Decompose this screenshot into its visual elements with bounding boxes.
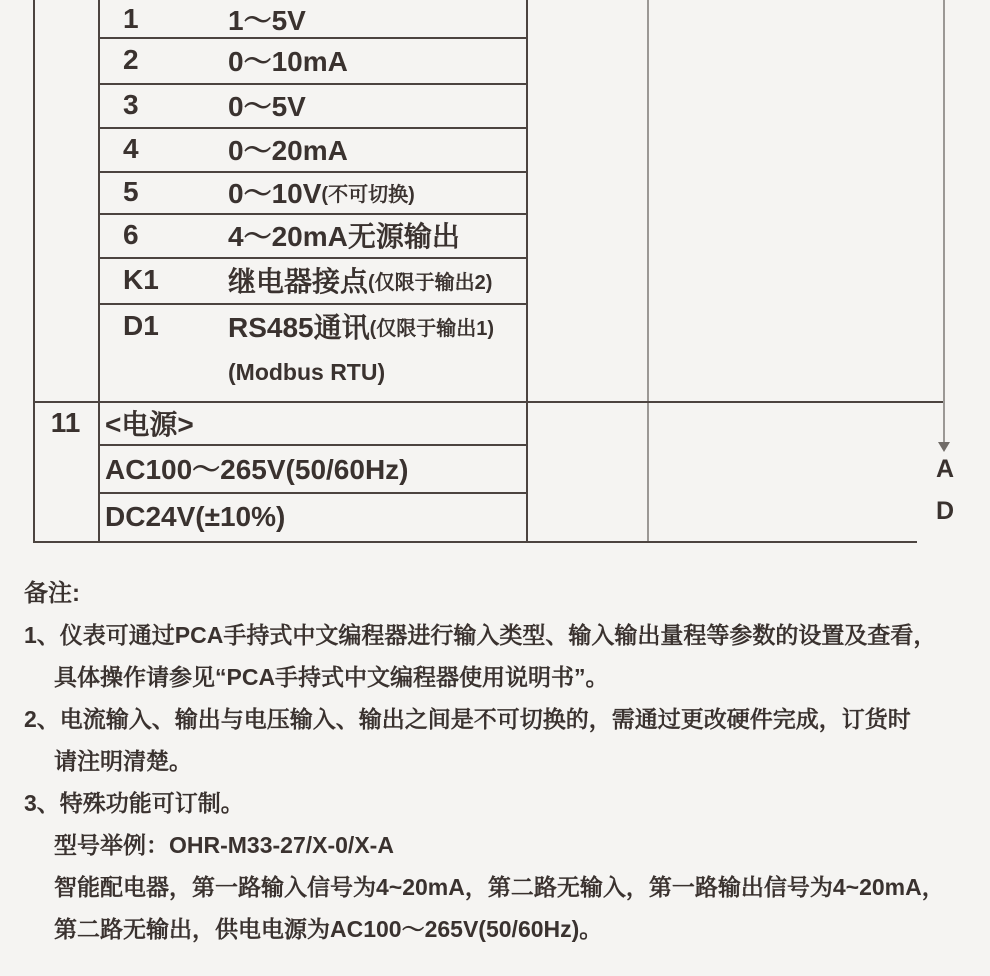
notes-title: 备注: bbox=[24, 579, 80, 607]
option-value: 1～5V bbox=[228, 4, 306, 36]
option-value: 继电器接点 bbox=[228, 266, 369, 297]
row-number: 11 bbox=[50, 406, 81, 438]
option-code: 1 bbox=[123, 2, 139, 34]
option-value: 0～20mA bbox=[228, 135, 348, 166]
option-note: (不可切换) bbox=[321, 183, 415, 206]
note-line: 具体操作请参见“PCA手持式中文编程器使用说明书”。 bbox=[54, 663, 609, 690]
option-value-line2: (Modbus RTU) bbox=[228, 358, 386, 385]
option-value: 0～5V bbox=[228, 91, 306, 122]
option-code: 6 bbox=[123, 219, 139, 250]
option-code: 5 bbox=[123, 176, 139, 207]
table-row bbox=[98, 257, 526, 303]
table-row bbox=[98, 127, 526, 171]
note-line: 2、电流输入、输出与电压输入、输出之间是不可切换的，需通过更改硬件完成，订货时 bbox=[24, 705, 911, 732]
note-line: 型号举例：OHR-M33-27/X-0/X-A bbox=[54, 831, 394, 858]
table-row bbox=[98, 0, 526, 37]
note-line: 3、特殊功能可订制。 bbox=[24, 789, 244, 816]
option-code: K1 bbox=[123, 264, 159, 295]
option-code: 2 bbox=[123, 44, 139, 75]
option-value: RS485通讯 bbox=[228, 312, 370, 343]
option-value-line bbox=[228, 303, 494, 349]
power-option-cell: DC24V(±10%) bbox=[105, 500, 286, 532]
option-note: (仅限于输出2) bbox=[368, 271, 493, 294]
inner-table-right-border bbox=[526, 0, 528, 542]
model-code-letter-d: D bbox=[935, 497, 955, 525]
option-value: 0～10mA bbox=[228, 46, 348, 77]
option-value: 0～10V bbox=[228, 178, 322, 209]
leader-line bbox=[943, 0, 945, 444]
table-bottom-border bbox=[33, 541, 917, 543]
option-code: 4 bbox=[123, 133, 139, 164]
table-row bbox=[98, 213, 526, 257]
option-code: 3 bbox=[123, 89, 139, 120]
arrow-down-icon bbox=[938, 442, 950, 452]
option-value: 4～20mA无源输出 bbox=[228, 221, 460, 252]
model-code-letter-a: A bbox=[935, 455, 955, 483]
table-row bbox=[98, 37, 526, 83]
option-value-group bbox=[228, 303, 494, 395]
table-empty-column-divider bbox=[647, 0, 649, 542]
table-row bbox=[98, 303, 526, 401]
power-header-cell: <电源> bbox=[105, 408, 194, 440]
table-row bbox=[98, 171, 526, 213]
notes-section bbox=[24, 568, 974, 948]
note-line: 智能配电器，第一路输入信号为4~20mA，第二路无输入，第一路输出信号为4~20mA， bbox=[54, 873, 945, 900]
table-left-border bbox=[33, 0, 35, 542]
option-note: (仅限于输出1) bbox=[369, 317, 495, 340]
note-line: 请注明清楚。 bbox=[54, 747, 192, 774]
note-line: 1、仪表可通过PCA手持式中文编程器进行输入类型、输入输出量程等参数的设置及查看， bbox=[24, 621, 937, 648]
option-code: D1 bbox=[123, 310, 159, 341]
note-line: 第二路无输出，供电电源为AC100～265V(50/60Hz)。 bbox=[54, 915, 603, 942]
table-row bbox=[98, 83, 526, 127]
power-option-cell: AC100～265V(50/60Hz) bbox=[105, 454, 409, 485]
